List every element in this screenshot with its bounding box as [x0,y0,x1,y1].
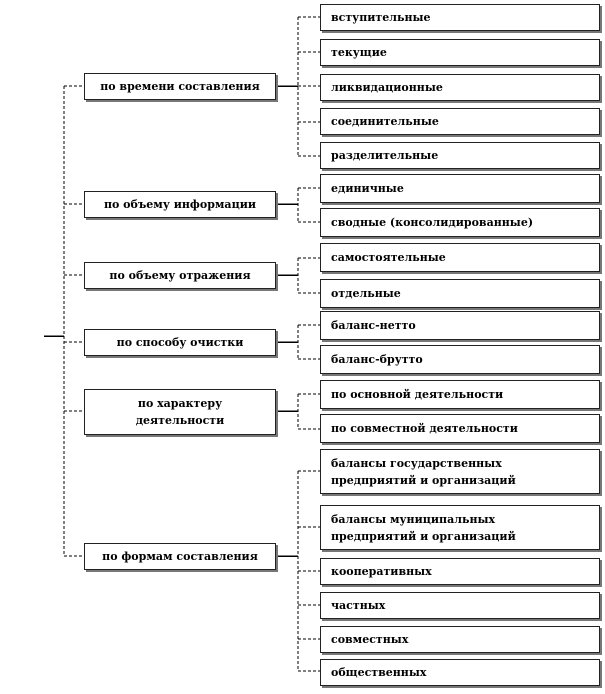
item-label: текущие [331,46,387,59]
category-label: по характеру деятельности [135,397,225,427]
item-label: по основной деятельности [331,388,504,401]
category-box [84,191,276,218]
category-label: по способу очистки [116,336,244,349]
item-label: баланс-брутто [331,353,423,366]
item-label: вступительные [331,11,431,24]
item-label: балансы государственных предприятий и организаций [331,456,516,487]
item-box [320,174,600,203]
item-box [320,345,600,374]
item-label: общественных [331,666,427,679]
item-box [320,449,600,494]
item-box [320,558,600,585]
item-box [320,108,600,135]
item-label: совместных [331,633,409,646]
item-box [320,311,600,340]
item-box [320,380,600,409]
item-label: сводные (консолидированные) [331,216,534,229]
category-box [84,73,276,100]
item-label: частных [331,599,386,612]
item-label: соединительные [331,115,439,128]
item-box [320,505,600,550]
item-box [320,279,600,308]
item-label: баланс-нетто [331,319,416,332]
item-box [320,414,600,443]
category-box [84,262,276,289]
item-box [320,142,600,169]
item-box [320,592,600,619]
item-label: балансы муниципальных предприятий и организаций [331,512,516,543]
item-label: ликвидационные [331,81,443,94]
item-label: разделительные [331,149,439,162]
category-box [84,329,276,356]
category-label: по времени составления [100,80,260,93]
item-label: самостоятельные [331,251,446,264]
category-box [84,543,276,570]
category-label: по объему информации [103,198,257,211]
item-label: единичные [331,182,404,195]
item-box [320,659,600,686]
item-box [320,4,600,31]
item-label: кооперативных [331,565,432,578]
item-box [320,39,600,66]
category-label: по объему отражения [109,269,251,282]
item-label: по совместной деятельности [331,422,518,435]
category-box [84,389,276,435]
item-box [320,626,600,653]
item-box [320,243,600,272]
item-label: отдельные [331,287,401,300]
category-label: по формам составления [102,550,258,563]
item-box [320,74,600,101]
item-box [320,208,600,237]
